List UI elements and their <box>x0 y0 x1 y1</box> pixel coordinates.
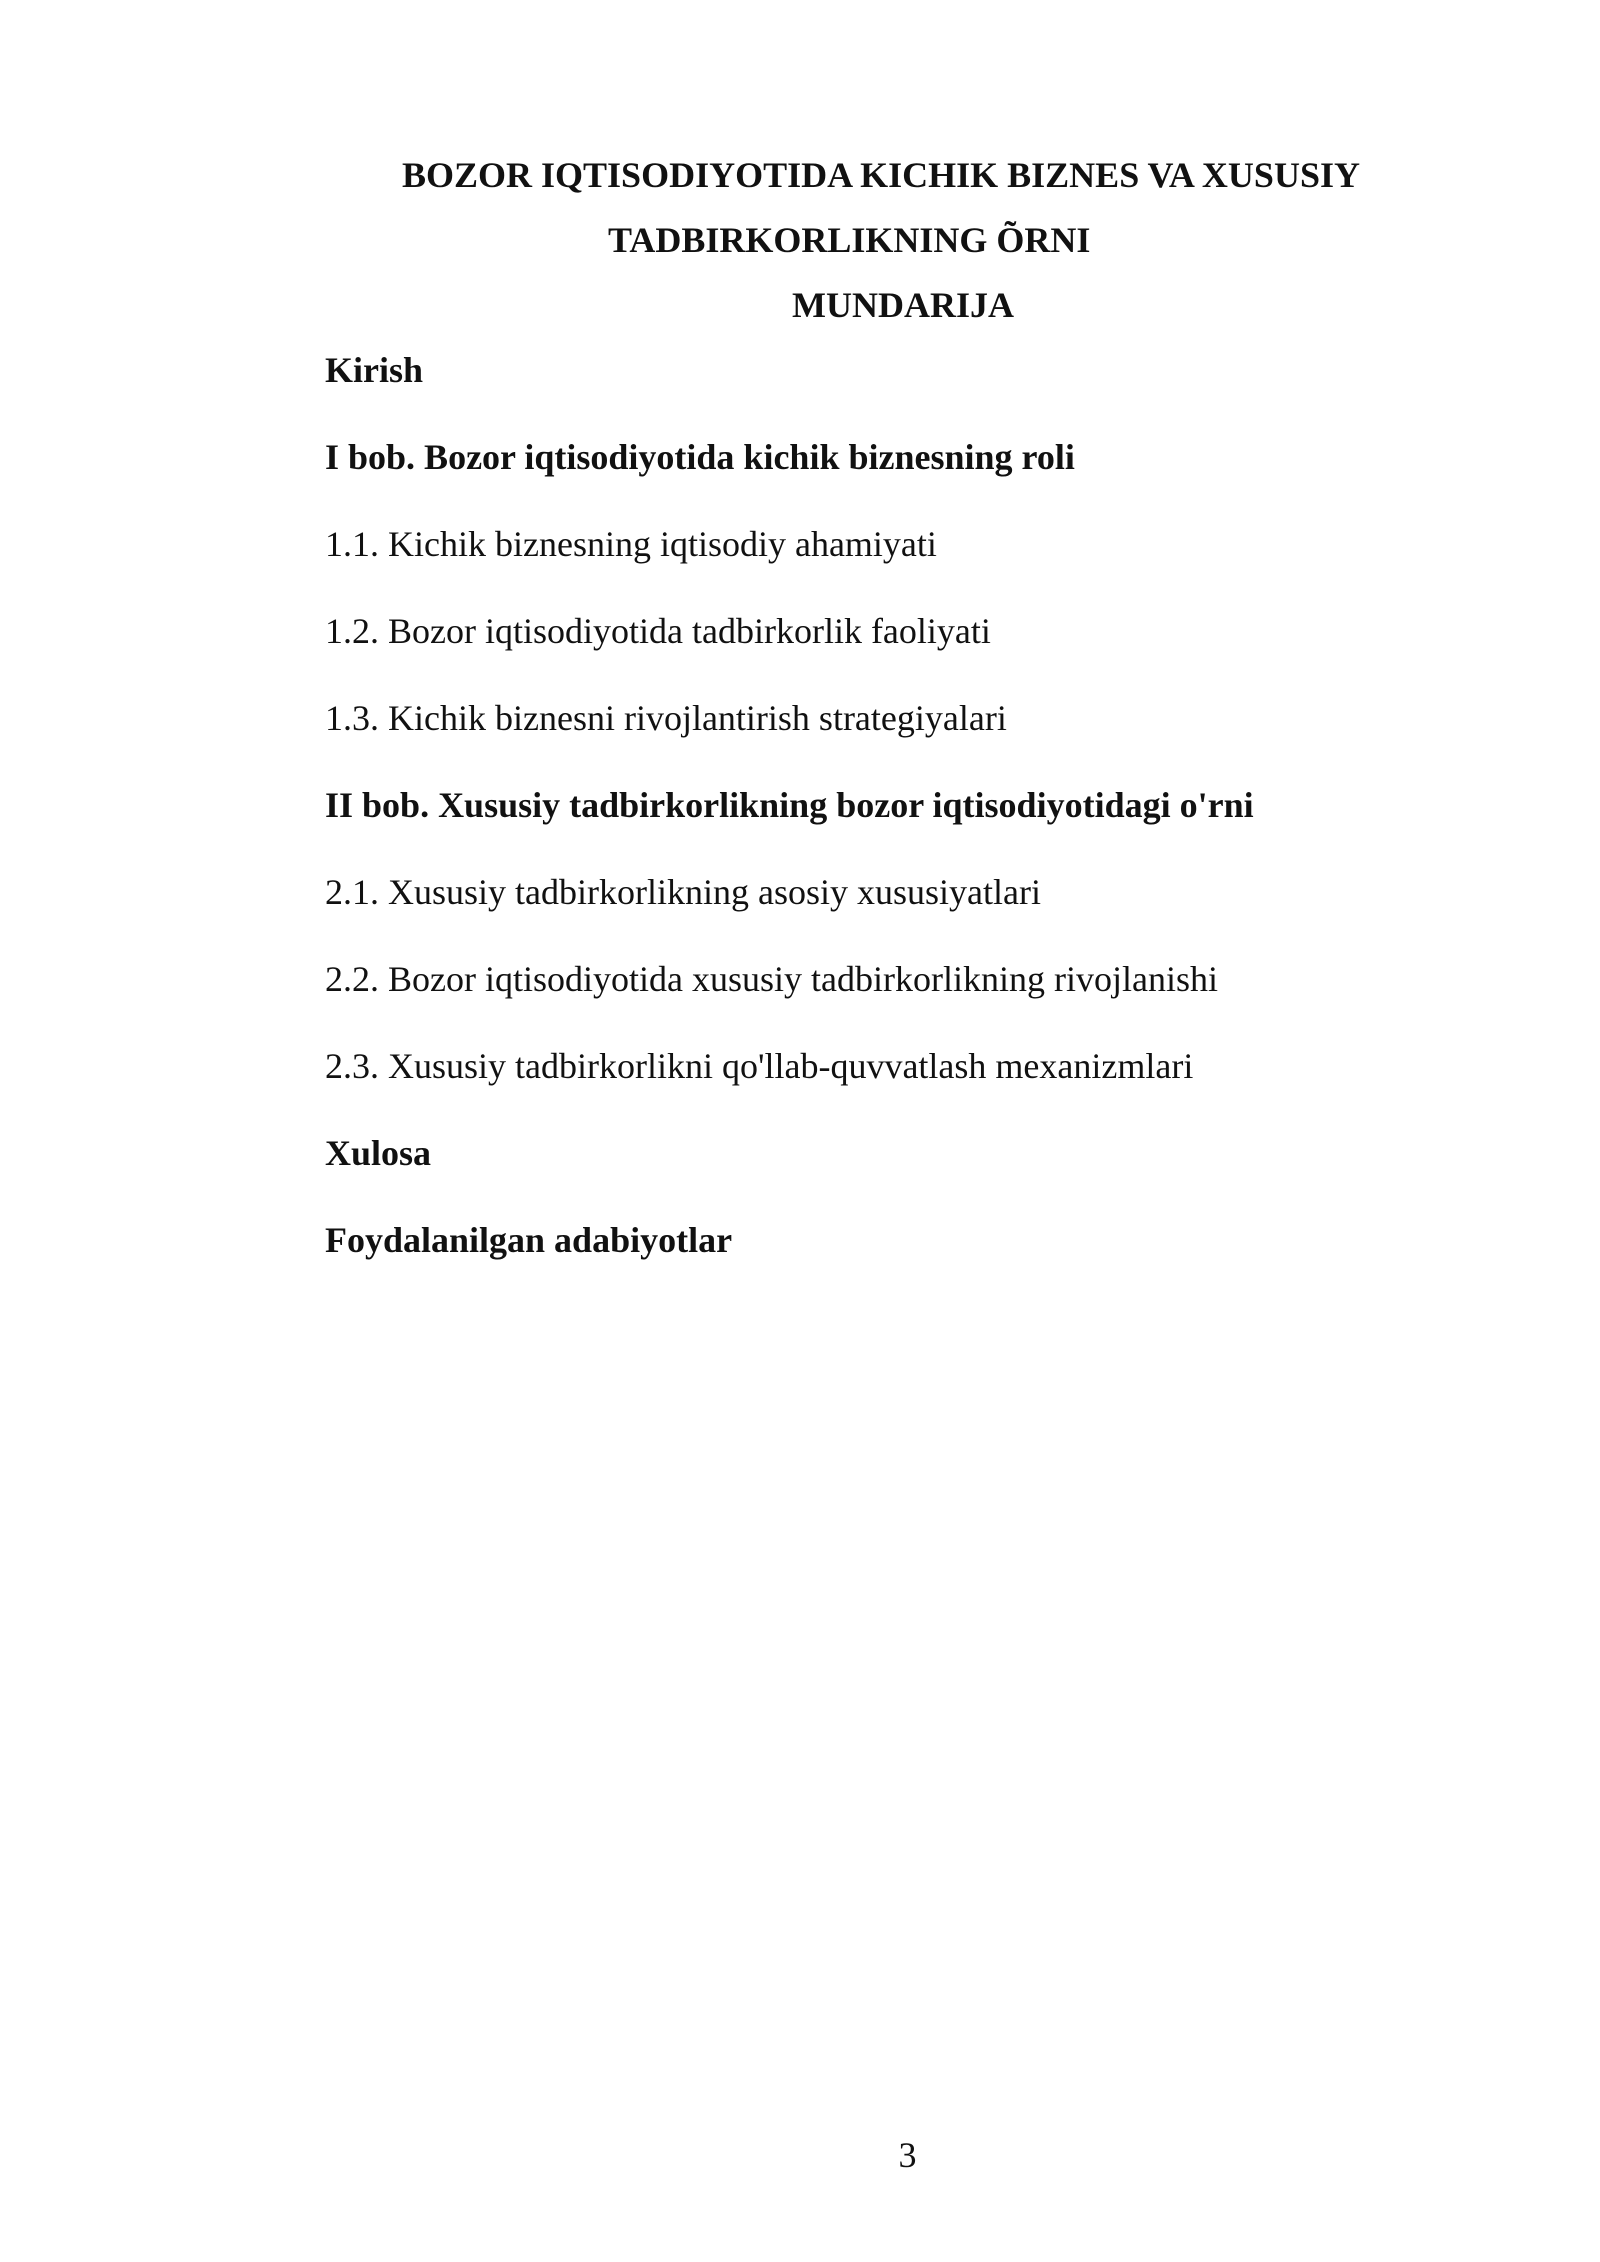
document-title-line-1: BOZOR IQTISODIYOTIDA KICHIK BIZNES VA XUSUSIY <box>402 155 1360 195</box>
toc-item-chapter-1: I bob. Bozor iqtisodiyotida kichik biznesning roli <box>325 437 1075 477</box>
toc-item-introduction: Kirish <box>325 350 424 390</box>
table-of-contents <box>325 348 1475 1305</box>
toc-item-conclusion: Xulosa <box>325 1133 432 1173</box>
page-number: 3 <box>898 2135 917 2175</box>
toc-item-section-2-3: 2.3. Xususiy tadbirkorlikni qo'llab-quvvatlash mexanizmlari <box>325 1046 1194 1086</box>
document-title-line-2: TADBIRKORLIKNING ÕRNI <box>608 220 1091 260</box>
toc-item-references: Foydalanilgan adabiyotlar <box>325 1220 733 1260</box>
toc-item-chapter-2: II bob. Xususiy tadbirkorlikning bozor iqtisodiyotidagi o'rni <box>325 785 1254 825</box>
toc-item-section-2-2: 2.2. Bozor iqtisodiyotida xususiy tadbirkorlikning rivojlanishi <box>325 959 1218 999</box>
toc-item-section-1-2: 1.2. Bozor iqtisodiyotida tadbirkorlik faoliyati <box>325 611 991 651</box>
toc-item-section-1-3: 1.3. Kichik biznesni rivojlantirish strategiyalari <box>325 698 1007 738</box>
toc-item-section-2-1: 2.1. Xususiy tadbirkorlikning asosiy xususiyatlari <box>325 872 1041 912</box>
toc-item-section-1-1: 1.1. Kichik biznesning iqtisodiy ahamiyati <box>325 524 937 564</box>
contents-heading: MUNDARIJA <box>792 285 1014 325</box>
